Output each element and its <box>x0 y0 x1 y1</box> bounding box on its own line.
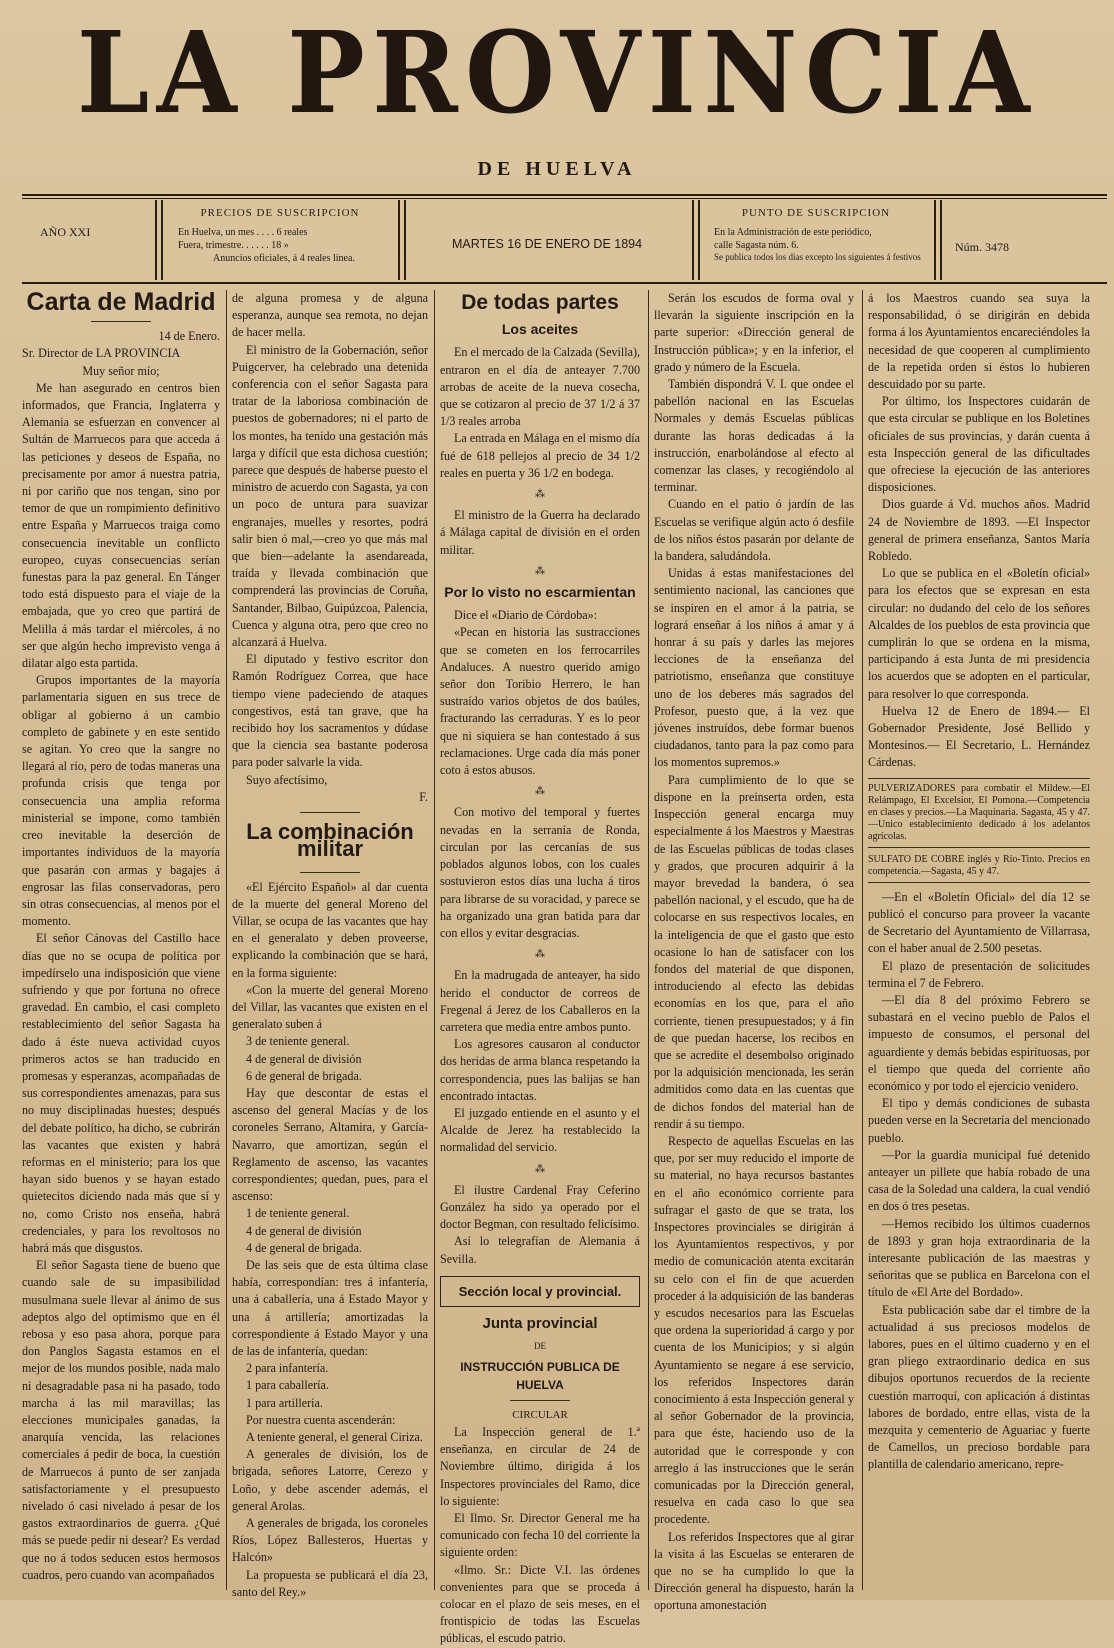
paragraph: También dispondrá V. I. que ondee el pabellón nacional en las Escuelas Normales y demás Escuelas públicas durante las horas dedicadas á la instrucción, enarbolándose al efecto al comenzar las clases, y recogiéndolo al terminar. <box>654 377 854 495</box>
paragraph: Hay que descontar de estas el ascenso del general Macías y de los coroneles Serrano, Altamira, y García-Navarro, que amortizan, según el Reglamento de ascenso, las vacantes correspondientes; quedan, pues, para el ascenso: <box>232 1085 428 1204</box>
paragraph: El diputado y festivo escritor don Ramón Rodríguez Correa, que hace tiempo viene padeciendo de ataques congestivos, está tan grave, que ha recibido hoy los sacramentos y dúdase que la ciencia sea bastante poderosa para poder salvarle la vida. <box>232 652 428 770</box>
list-item: 1 para caballería. <box>246 1378 329 1393</box>
paragraph: La Inspección general de 1.ª enseñanza, en circular de 24 de Noviembre último, dirigida á los Inspectores provinciales del Ramo, dice lo siguiente: <box>440 1424 640 1508</box>
paragraph: El juzgado entiende en el asunto y el Alcalde de Jerez ha restablecido la normalidad del servicio. <box>440 1105 640 1155</box>
article-title: Carta de Madrid <box>26 288 216 316</box>
paragraph: Huelva 12 de Enero de 1894.— El Gobernador Presidente, José Bellido y Montesinos.— El Secretario, L. Hernández Cárdenas. <box>868 703 1090 770</box>
divider <box>510 1400 570 1401</box>
divider <box>161 200 163 280</box>
top-rule <box>22 194 1107 196</box>
paragraph: A teniente general, el general Ciriza. <box>246 1430 423 1444</box>
subheading: Por lo visto no escarmientan <box>444 584 636 601</box>
list-item: 1 para artillería. <box>246 1395 323 1410</box>
divider <box>698 200 700 280</box>
asterism-icon: ⁂ <box>535 565 545 577</box>
paragraph: En la madrugada de anteayer, ha sido herido el conductor de correos de Fregenal á Jerez de los Caballeros en la carretera que media entre ambos punto. <box>440 968 640 1034</box>
paragraph: A generales de división, los de brigada, señores Latorre, Cerezo y Loño, y debe ascender además, el general Arolas. <box>232 1447 428 1513</box>
paragraph: Respecto de aquellas Escuelas en las que, por ser muy reducido el importe de su material, no haya recursos bastantes en el año económico corriente para sufragar el gasto de que se trata, los Inspectores provinciales se dirigirán á los Ayuntamientos respectivos, y por medio de comunicación atenta excitarán su celo con el fin de que acuerden proceder á la adquisición de las banderas y escudos necesarios para las Escuelas que ordena la superioridad á cargo y por cuenta de los Municipios; y si algún Ayuntamiento se negare á ese servicio, los referidos Inspectores darán conocimiento á esta Inspección general y al señor Gobernador de la provincia, para que éste, haciendo uso de la autoridad que le corresponde y con arreglo á las instrucciones que le serán comunicadas por la Dirección general, resuelva en cada caso lo que sea procedente. <box>654 1133 854 1527</box>
asterism-icon: ⁂ <box>535 1163 545 1175</box>
sign-off: Suyo afectísimo, <box>246 772 328 787</box>
paragraph: De las seis que de esta última clase había, correspondían: tres á infantería, una á caballería, una á Estado Mayor y una á artillería; amortizadas la correspondiente á Estado Mayor y una de las de infantería, quedan: <box>232 1257 428 1358</box>
column-rule <box>226 290 227 1590</box>
divider <box>404 200 406 280</box>
point-title: PUNTO DE SUSCRIPCION <box>741 207 891 219</box>
column-rule <box>862 290 863 1590</box>
price-line: Fuera, trimestre. . . . . . 18 » <box>178 240 289 252</box>
issue-number: Núm. 3478 <box>955 240 1009 254</box>
signature-initial: F. <box>419 789 428 804</box>
paragraph: —En el «Boletín Oficial» del día 12 se publicó el concurso para proveer la vacante de Secretario del Ayuntamiento de Villarrasa, con el haber anual de 2.500 pesetas. <box>868 889 1090 956</box>
paragraph: Con motivo del temporal y fuertes nevadas en la serranía de Ronda, circulan por las cercanías de sus poblados algunos lobos, con los cuales sostuvieron estos días una lucha á tiros para librarse de su voracidad, y parece se ha organizado una gran batida para dar con ellos y evitar desgracias. <box>440 805 640 940</box>
paragraph: En el mercado de la Calzada (Sevilla), entraron en el día de anteayer 7.700 arrobas de aceite de la nueva cosecha, que se cotizaron al precio de 37 1/2 á 37 1/3 reales arroba <box>440 345 640 429</box>
paragraph: El ilustre Cardenal Fray Ceferino González ha sido ya operado por el doctor Begman, con resultado felicísimo. <box>440 1182 640 1232</box>
article-date: 14 de Enero. <box>158 329 220 344</box>
list-item: 6 de general de brigada. <box>246 1068 362 1083</box>
top-rule-thin <box>22 198 1107 199</box>
paragraph: Esta publicación sabe dar el timbre de la actualidad á sus preciosos modelos de labores, pues en el último cuaderno y en el gran pliego extraordinario dedica en sus dibujos oportunos recuerdos de la reciente cuestión marroquí, con aplicación á distintas labores de bordado, entre ellas, vista de la mezquita y cementerio de Aguariac y fuerte de Camellos, un precioso bordable para plantilla de calendario americano, repre- <box>868 1302 1090 1472</box>
newspaper-subtitle: DE HUELVA <box>477 158 637 180</box>
price-line: Anuncios oficiales, á 4 reales línea. <box>213 253 355 265</box>
list-item: 3 de teniente general. <box>246 1034 350 1049</box>
paragraph: El plazo de presentación de solicitudes termina el 7 de Febrero. <box>868 958 1090 990</box>
subscription-point-box <box>706 200 926 280</box>
circular-label: CIRCULAR <box>512 1408 568 1421</box>
asterism-icon: ⁂ <box>535 489 545 501</box>
list-item: 2 para infantería. <box>246 1361 329 1376</box>
paragraph: A generales de brigada, los coroneles Ríos, López Ballesteros, Huertas y Halcón» <box>232 1516 428 1565</box>
year-label: AÑO XXI <box>40 225 91 239</box>
list-item: 4 de general de división <box>246 1051 362 1066</box>
divider <box>300 812 360 813</box>
divider <box>91 321 151 322</box>
point-line: En la Administración de este periódico, <box>714 227 872 239</box>
newspaper-title: LA PROVINCIA <box>76 8 1038 139</box>
divider <box>692 200 694 280</box>
prices-box <box>170 200 390 280</box>
column-2 <box>232 290 428 1599</box>
salutation: Sr. Director de LA PROVINCIA <box>22 346 181 361</box>
paragraph: —El día 8 del próximo Febrero se subastará en el vecino pueblo de Palos el impuesto de consumos, el personal del aguardiente y demás bebidas espirituosas, por el tiempo que queda del corriente año económico y por todo el ejercicio venidero. <box>868 992 1090 1093</box>
paragraph: El tipo y demás condiciones de subasta pueden verse en la Secretaría del mencionado pueblo. <box>868 1096 1090 1145</box>
paragraph: Lo que se publica en el «Boletín oficial» para los efectos que se expresan en esta circular: no dudando del celo de los señores Alcaldes de los pueblos de esta provincia que cumplirán lo que se ordena en la misma, participando á esta Junta de mi presidencia los acuerdos que se adopten en el particular, para resolver lo que corresponda. <box>868 566 1090 701</box>
column-3 <box>440 290 640 1646</box>
list-item: 4 de general de división <box>246 1223 362 1238</box>
advertisement: SULFATO DE COBRE inglés y Río-Tinto. Precios en competencia.—Sagasta, 45 y 47. <box>868 854 1090 883</box>
info-bottom-rule <box>22 282 1107 284</box>
paragraph: Dice el «Diario de Córdoba»: <box>454 608 598 623</box>
paragraph: Cuando en el patio ó jardín de las Escuelas se verifique algún acto ó desfile de los niños éstos pasarán por delante de la bandera, saludándola. <box>654 497 854 564</box>
subheading: Los aceites <box>501 321 579 338</box>
divider <box>300 872 360 873</box>
paragraph: El ministro de la Gobernación, señor Puigcerver, ha celebrado una detenida conferencia con el señor Sagasta para tratar de la laboriosa combinación de puestos de gobernadores; ni el parto de los montes, ha tenido una gestación más larga y difícil que esta dichosa cuestión; parece que después de haberse puesto el ministro de acuerdo con Sagasta, ya con un poco de untura para suavizar engranajes, muelles y resortes, podrá salir bien ó mal,—creo yo que más mal que bien—adelante la asendareada, traída y llevada combinación que comprenderá las provincias de Coruña, Santander, Bilbao, Guipúzcoa, Palencia, Cuenca y alguna otra, pero que creo no alcanzará á Huelva. <box>232 342 428 650</box>
section-title: De todas partes <box>461 291 619 314</box>
point-line: calle Sagasta núm. 6. <box>714 240 799 252</box>
junta-title: Junta provincial <box>482 1314 598 1332</box>
divider <box>155 200 157 280</box>
paragraph: «Con la muerte del general Moreno del Villar, las vacantes que existen en el generalato suben á <box>232 982 428 1032</box>
column-4 <box>654 290 854 1613</box>
paragraph: Grupos importantes de la mayoría parlamentaria siguen en sus trece de obligar al gobierno á un cambio completo de gabinete y en este sentido se agitan. Yo creo que la sangre no llegará al río, pero de todas maneras una profunda crisis que tenga por consecuencia una amplia reforma ministerial se impone, como también creo inevitable la deserción de importantes individuos de la mayoría que pasarán con armas y bagajes á engrosar las filas conservadoras, pero sin otras consecuencias, al menos por el momento. <box>22 673 220 929</box>
paragraph: El Ilmo. Sr. Director General me ha comunicado con fecha 10 del corriente la siguiente orden: <box>440 1511 640 1560</box>
junta-de: DE <box>534 1341 546 1352</box>
paragraph: El ministro de la Guerra ha declarado á Málaga capital de división en el orden militar. <box>440 508 640 557</box>
paragraph: Por último, los Inspectores cuidarán de que esta circular se publique en los Boletines oficiales de sus provincias, y darán cuenta á esta Inspección general de las dificultades que ofreciese la ejecución de las anteriores disposiciones. <box>868 394 1090 495</box>
column-rule <box>434 290 435 1590</box>
divider <box>940 200 942 280</box>
paragraph: Para cumplimiento de lo que se dispone en la preinserta orden, esta Inspección general encarga muy especialmente á los Maestros y Maestras de las Escuelas públicas de todas clases y grados, que procuren adquirir á la mayor brevedad la bandera, ó sea pabellón nacional, y el escudo, que ha de colocarse en sus respectivos locales, en la inteligencia de que el gasto que esto ocasione lo han de satisfacer con los fondos del material de que disponen, introduciendo al efecto las debidas economías en los que, para el año corriente, tienen presupuestados; y á fin de que puedan hacerse, los recibos en que se acredite el desembolso originado por la adquisición mencionada, les serán admitidos como data en las cuentas que de dichos fondos del material han de rendir á su tiempo. <box>654 772 854 1131</box>
paragraph: El señor Cánovas del Castillo hace días que no se ocupa de política por impedírselo una indisposición que viene sufriendo y que por fortuna no ofrece gravedad. En cambio, el casi completo restablecimiento del señor Sagasta ha dado á éste nueva actividad cuyos primeros actos se han traducido en promesas y esperanzas, acompañadas de sus correspondientes amenazas, para sus no muy disciplinadas huestes; después del debate político, ha dicho, se cubrirán las vacantes que existen y habrá reformas en el ministerio; para los que hayan sido buenos y se hayan estado quietecitos diciendo nada más que sí y no, como Cristo nos enseña, habrá credenciales, y para los revoltosos no habrá más que disgustos. <box>22 931 220 1255</box>
list-item: 1 de teniente general. <box>246 1206 350 1221</box>
paragraph: La entrada en Málaga en el mismo día fué de 618 pellejos al precio de 34 1/2 reales en puerta y 36 1/2 en bodega. <box>440 431 640 480</box>
article-title: La combinación militar <box>246 819 414 862</box>
paragraph: Por nuestra cuenta ascenderán: <box>246 1412 396 1427</box>
advertisement: PULVERIZADORES para combatir el Mildew.—El Relámpago, El Excelsior, El Pomona.—Competencia en clases y precios.—La Maquinaria. Sagasta, 45 y 47.—Unico establecimiento dedicado á los adelantos agrícolas. <box>868 778 1090 848</box>
paragraph: La propuesta se publicará el día 23, santo del Rey.» <box>232 1567 428 1599</box>
paragraph: «Ilmo. Sr.: Dicte V.I. las órdenes convenientes para que se proceda á colocar en el plazo de seis meses, en el frontispicio de todas las Escuelas públicas, el escudo patrio. <box>440 1562 640 1646</box>
prices-title: PRECIOS DE SUSCRIPCION <box>200 207 360 219</box>
paragraph: «Pecan en historia las sustracciones que se cometen en los ferrocarriles Andaluces. A nuestro querido amigo señor don Toribio Herrero, le han sustraído varios objetos de dos baúles, fracturando las cerraduras. Y es lo peor que ni siquiera se han contestado á sus reclamaciones. Urge cada día más poner coto á estos abusos. <box>440 625 640 778</box>
paragraph: Los referidos Inspectores que al girar la visita á las Escuelas se enteraren de que no se ha cumplido lo que la Dirección general ha dispuesto, harán la oportuna amonestación <box>654 1529 854 1613</box>
section-banner: Sección local y provincial. <box>440 1276 640 1307</box>
column-rule <box>648 290 649 1590</box>
paragraph: de alguna promesa y de alguna esperanza, aunque sea remota, no dejan de hacer mella. <box>232 291 428 340</box>
point-line: Se publica todos los días excepto los siguientes á festivos <box>714 252 921 263</box>
column-1 <box>22 290 220 1590</box>
paragraph: «El Ejército Español» al dar cuenta de la muerte del general Moreno del Villar, se ocupa de las vacantes que hay en el generalato y deben proveerse, explicando la combinación que se hará, en la forma siguiente: <box>232 879 428 980</box>
paragraph: Unidas á estas manifestaciones del sentimiento nacional, las canciones que se inspiren en el amor á la patria, se logrará enseñar á los niños á amar y á honrar á su país y darles las mejores lecciones de la enseñanza del patriotismo, enseñanza que constituye uno de los deberes más sagrados del Profesor, puesto que, á la vez que jóvenes instruídos, debe formar buenos ciudadanos, tanto para la paz como para los momentos supremos.» <box>654 566 854 770</box>
paragraph: —Por la guardia municipal fué detenido anteayer un pillete que había robado de una casa de la Soledad una caldera, la cual vendió en dos ó tres pesetas. <box>868 1147 1090 1214</box>
paragraph: Así lo telegrafían de Alemania á Sevilla. <box>440 1234 640 1266</box>
paragraph: Serán los escudos de forma oval y llevarán la siguiente inscripción en la parte superior: «Dirección general de Instrucción pública»; y en la inferior, el grado y número de la Escuela. <box>654 291 854 374</box>
column-5 <box>868 290 1090 1590</box>
paragraph: Me han asegurado en centros bien informados, que Francia, Inglaterra y Alemania se esfuerzan en convencer al Sultán de Marruecos para que acceda á las peticiones y deseos de España, no precisamente por amor á nuestra patria, ni por cariño que nos tengan, sino por temor de que un rompimiento definitivo entre España y Marruecos traiga como consecuencia inevitable un conflicto europeo, cuyas consecuencias serían funestas para la paz general. En Tánger todo está dispuesto para el viaje de la embajada, que yo creo que partirá de Melilla á más tardar el miércoles, á no ser que algún hecho imprevisto venga á dilatar algo esta partida. <box>22 380 220 671</box>
divider <box>934 200 936 280</box>
issue-date: MARTES 16 DE ENERO DE 1894 <box>451 237 643 251</box>
asterism-icon: ⁂ <box>535 949 545 961</box>
paragraph: El señor Sagasta tiene de bueno que cuando sale de su impasibilidad musulmana suele llevar al ánimo de sus adeptos algo del optimismo que en él rebosa y eso pasa ahora, porque para don Panglos Sagasta estamos en el mejor de los mundos posible, nada malo ni desagradable pasa ni ha pasado, todo marcha á las mil maravillas; las elecciones municipales ganadas, la anarquía vencida, las relaciones comerciales á pedir de boca, la cuestión de Marruecos á punto de ser zanjada satisfactoriamente y el presupuesto nivelado ó casi nivelado á pesar de los gastos extraordinarios de guerra. ¿Qué más se puede pedir ni desear? Es verdad que no á todos seducen estos hermosos cuadros, pero cuando van acompañados <box>22 1258 220 1582</box>
greeting: Muy señor mío; <box>82 363 160 378</box>
list-item: 4 de general de brigada. <box>246 1240 362 1255</box>
paragraph: á los Maestros cuando sea suya la responsabilidad, ó se dirigirán en debida forma á los Ayuntamientos encareciéndoles la necesidad de que cooperen al cumplimiento de la repetida orden si éstos lo hubieren descuidado por su parte. <box>868 291 1090 392</box>
paragraph: Los agresores causaron al conductor dos heridas de arma blanca respetando la correspondencia, pues las balijas se han encontrado intactas. <box>440 1037 640 1103</box>
divider <box>398 200 400 280</box>
asterism-icon: ⁂ <box>535 786 545 798</box>
junta-subtitle: INSTRUCCIÓN PUBLICA DE HUELVA <box>460 1360 620 1392</box>
paragraph: —Hemos recibido los últimos cuadernos de 1893 y gran hoja extraordinaria de la interesante publicación de las maestras y señoritas que se publica en Barcelona con el título de «El Arte del Bordado». <box>868 1216 1090 1300</box>
masthead <box>0 8 1114 139</box>
paragraph: Dios guarde á Vd. muchos años. Madrid 24 de Noviembre de 1893. —El Inspector general de primera enseñanza, Santos María Robledo. <box>868 497 1090 564</box>
price-line: En Huelva, un mes . . . . 6 reales <box>178 227 308 239</box>
